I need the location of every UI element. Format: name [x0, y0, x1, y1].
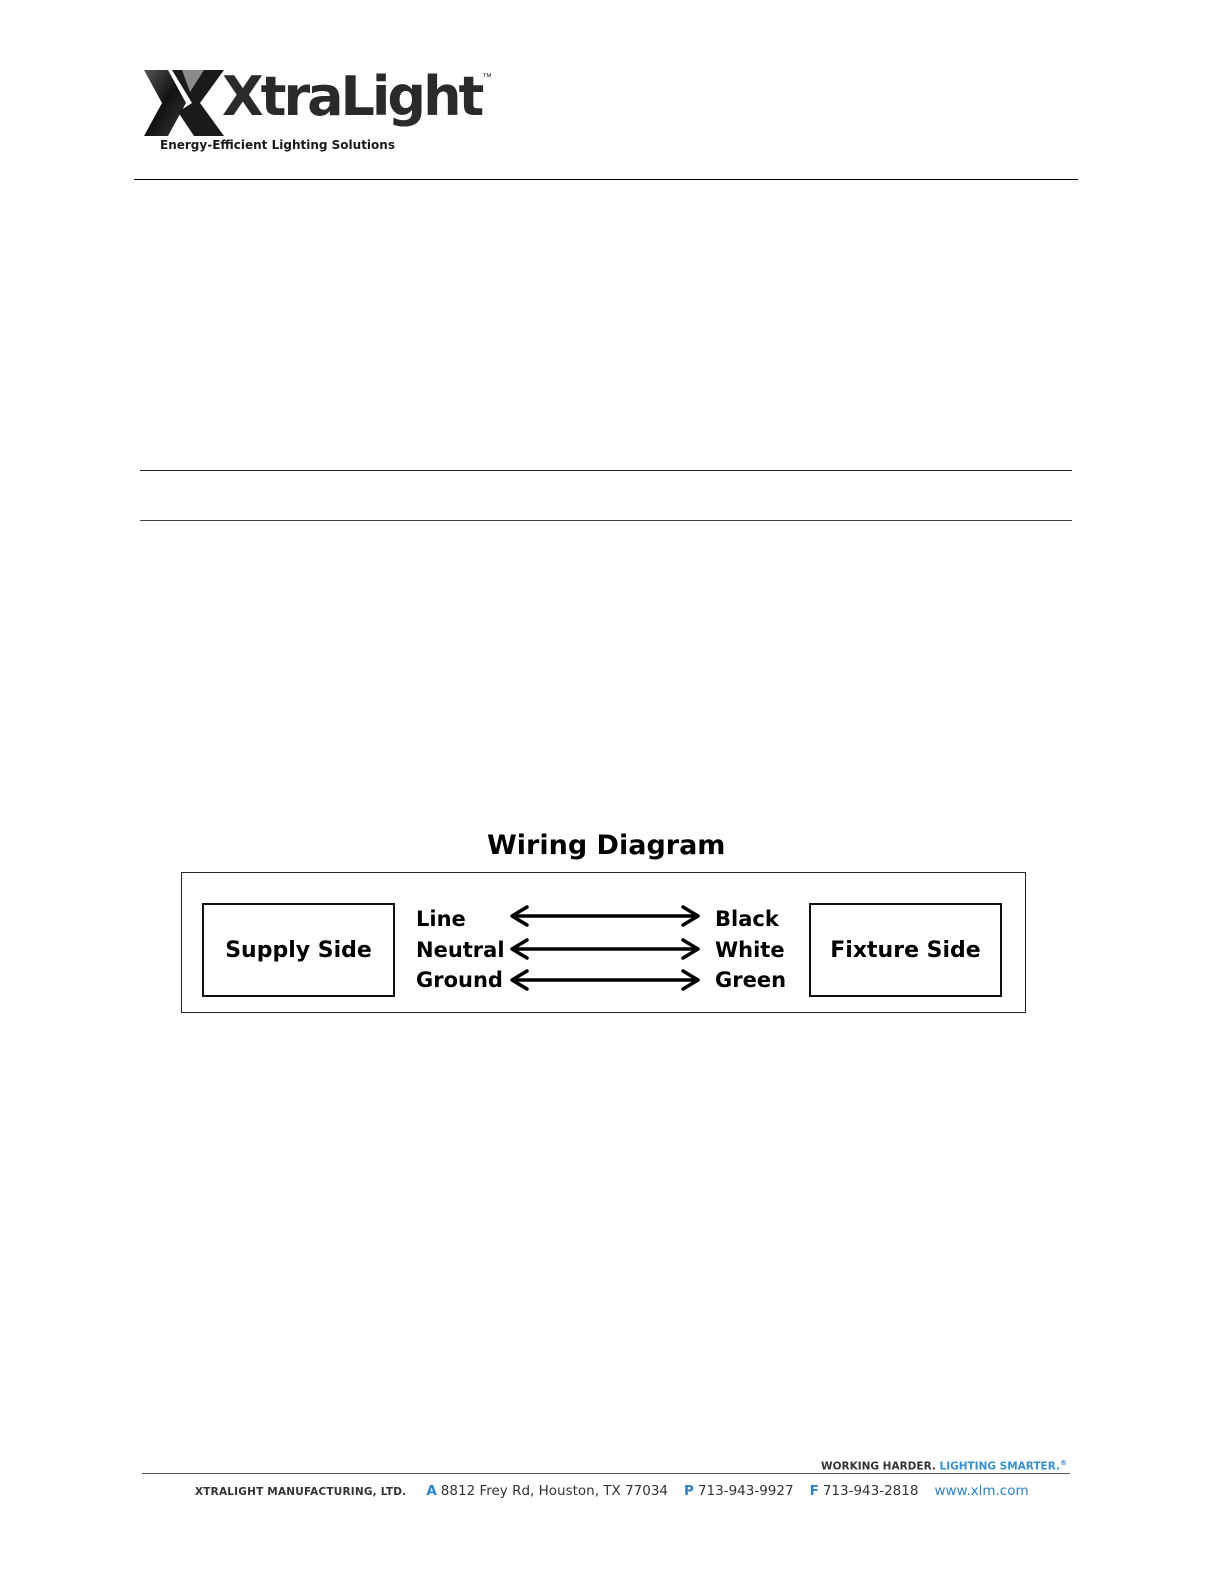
fax-key: F	[809, 1483, 819, 1499]
x-mark-icon	[142, 68, 226, 138]
phone-value: 713-943-9927	[697, 1483, 794, 1499]
wire-label-ground: Ground	[416, 968, 503, 992]
double-arrow-icon	[512, 907, 698, 925]
slogan-part-a: WORKING HARDER.	[820, 1460, 936, 1473]
fax-value: 713-943-2818	[822, 1483, 919, 1499]
footer-slogan	[821, 1459, 1067, 1473]
xtralight-logo	[142, 66, 502, 161]
fixture-side-box	[809, 903, 1002, 997]
wire-label-neutral: Neutral	[416, 938, 505, 962]
supply-side-box	[202, 903, 395, 997]
website-link[interactable]: www.xlm.com	[934, 1483, 1029, 1499]
address-key: A	[426, 1483, 437, 1499]
slogan-part-b: LIGHTING SMARTER.	[939, 1460, 1060, 1473]
logo-trademark: ™	[482, 72, 492, 83]
diagram-title: Wiring Diagram	[487, 830, 726, 861]
fixture-side-label: Fixture Side	[830, 937, 981, 963]
footer-contact-line	[195, 1483, 1029, 1499]
wire-label-green: Green	[715, 968, 787, 992]
section-rule-top	[140, 470, 1072, 471]
registered-mark: ®	[1060, 1459, 1067, 1467]
logo-wordmark: XtraLight	[222, 65, 482, 128]
address-value: 8812 Frey Rd, Houston, TX 77034	[440, 1483, 669, 1499]
header-divider	[134, 179, 1078, 180]
double-arrow-icon	[512, 971, 698, 989]
double-arrow-icon	[512, 940, 698, 958]
section-rule-bottom	[140, 520, 1072, 521]
footer-divider	[142, 1473, 1070, 1474]
supply-side-label: Supply Side	[225, 937, 372, 963]
wire-arrows	[505, 900, 705, 995]
phone-key: P	[684, 1483, 694, 1499]
wire-label-black: Black	[715, 907, 779, 931]
wire-label-white: White	[715, 938, 785, 962]
logo-tagline: Energy-Efficient Lighting Solutions	[160, 138, 395, 152]
company-name: XTRALIGHT MANUFACTURING, LTD.	[195, 1486, 407, 1498]
wire-label-line: Line	[416, 907, 466, 931]
